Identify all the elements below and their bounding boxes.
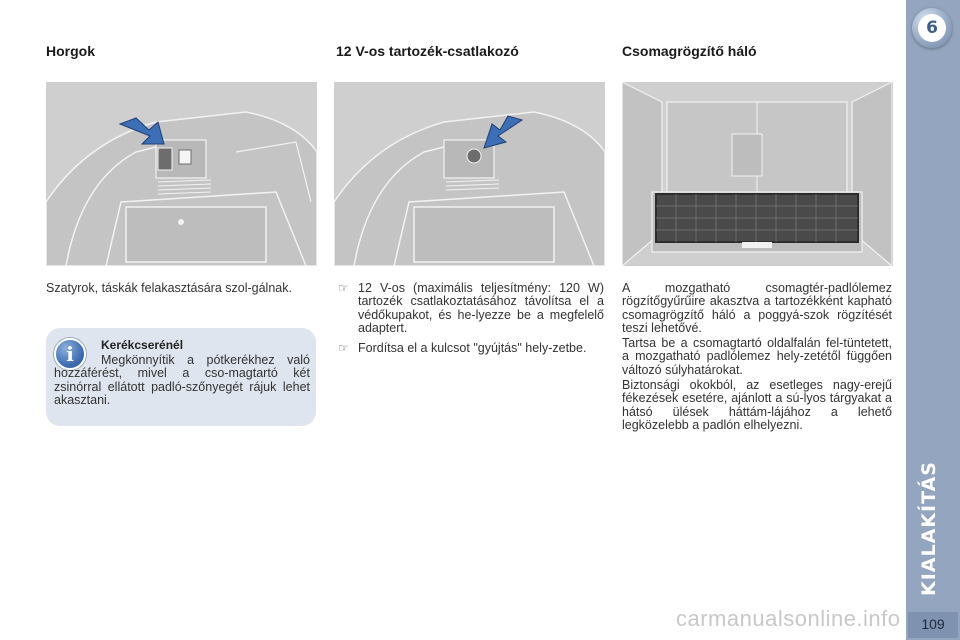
net-paragraph-1: A mozgatható csomagtér-padlólemez rögzítőgyűrűire akasztva a tartozékként kapható csomagrögzítő háló a poggyá-szok rögzítését teszi lehetővé.	[622, 281, 892, 336]
section-title-socket: 12 V-os tartozék-csatlakozó	[336, 43, 519, 59]
socket-instructions	[336, 282, 604, 361]
pointing-hand-icon: ☞	[338, 340, 349, 355]
net-paragraph-2: Tartsa be a csomagtartó oldalfalán fel-tüntetett, a mozgatható padlólemez hely-zetétől függően változó súlyhatárokat.	[622, 336, 892, 377]
chapter-title: KIALAKÍTÁS	[918, 461, 940, 596]
instruction-item	[336, 342, 604, 355]
chapter-number: 6	[926, 18, 938, 38]
chapter-badge	[912, 8, 952, 48]
instruction-item	[336, 282, 604, 336]
info-box	[46, 328, 316, 426]
photo-hooks	[46, 82, 317, 266]
pointing-hand-icon: ☞	[338, 281, 349, 295]
instruction-text: Fordítsa el a kulcsot "gyújtás" hely-zetbe.	[358, 340, 587, 355]
page-number-box	[908, 612, 958, 638]
photo-net	[622, 82, 893, 266]
instruction-text: 12 V-os (maximális teljesítmény: 120 W) tartozék csatlakoztatásához távolítsa el a védőkupakot, és he-lyezze be a megfelelő adaptert.	[358, 281, 604, 336]
watermark: carmanualsonline.info	[676, 606, 901, 631]
section-title-horgok: Horgok	[46, 43, 95, 59]
section-title-net: Csomagrögzítő háló	[622, 43, 757, 59]
page-number: 109	[921, 616, 945, 632]
photo-socket	[334, 82, 605, 266]
info-text: Megkönnyítik a pótkerékhez való hozzáférést, mivel a cso-magtartó két zsinórral ellátott padló-szőnyegét rájuk lehet akasztani.	[54, 353, 310, 408]
info-title: Kerékcserénél	[101, 338, 184, 352]
net-paragraph-3: Biztonsági okokból, az esetleges nagy-erejű fékezések esetére, ajánlott a sú-lyos tárgyakat a hátsó ülések háttám-lájához a lehető legközelebb a padlón elhelyezni.	[622, 378, 892, 433]
info-icon: i	[54, 338, 86, 370]
horgok-text: Szatyrok, táskák felakasztására szol-gálnak.	[46, 281, 292, 295]
